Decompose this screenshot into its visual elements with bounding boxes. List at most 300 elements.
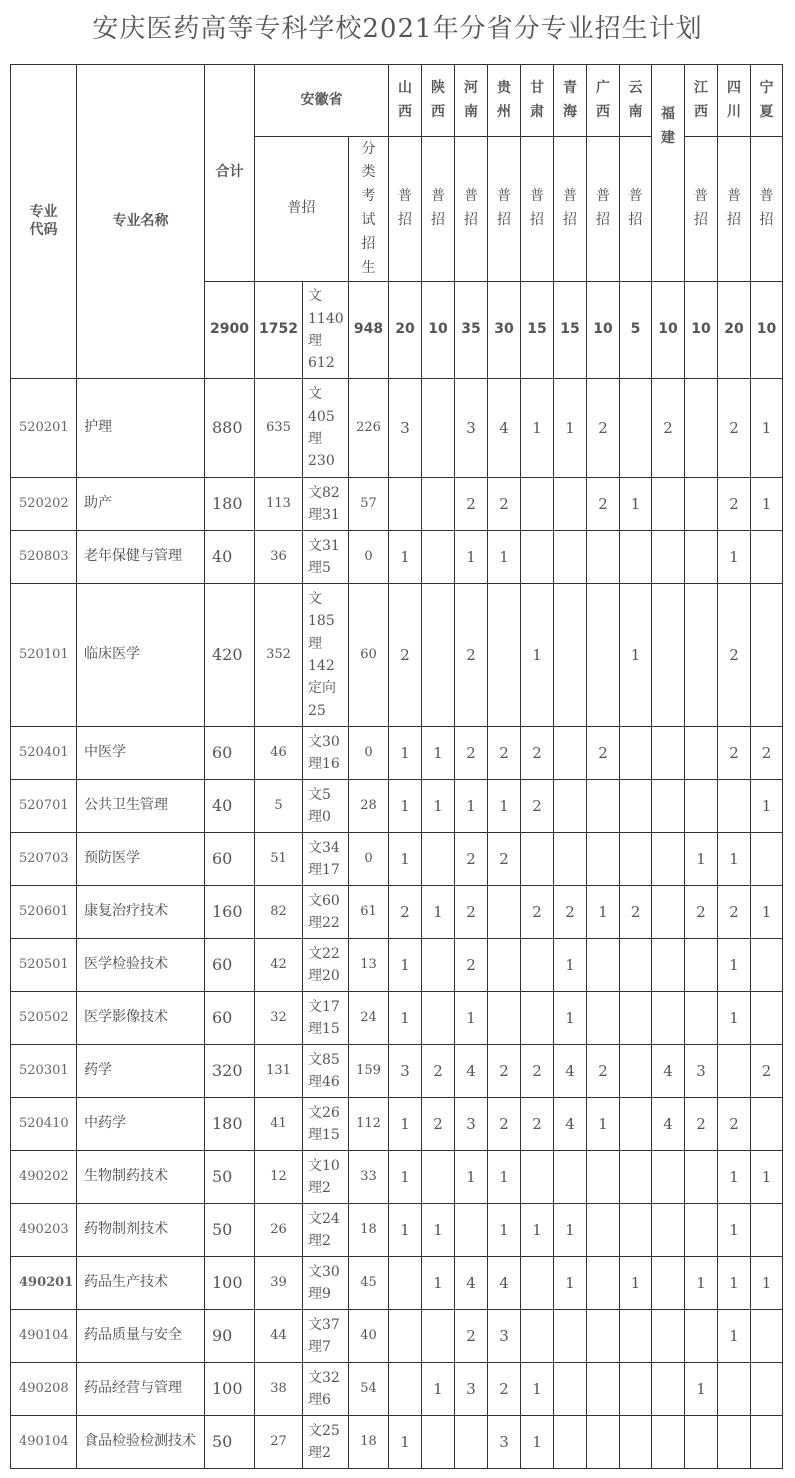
row-province-8	[652, 939, 685, 992]
row-province-0: 3	[389, 1045, 422, 1098]
table-body	[11, 379, 783, 1469]
row-province-11: 1	[751, 1151, 783, 1204]
row-fenlei: 57	[349, 478, 389, 531]
row-province-5	[554, 584, 587, 727]
row-province-8	[652, 1310, 685, 1363]
row-province-0: 1	[389, 1204, 422, 1257]
totals-province-11: 10	[751, 282, 783, 379]
header-province-5	[554, 65, 587, 137]
row-province-2: 3	[455, 379, 488, 478]
row-province-6: 2	[587, 727, 620, 780]
row-province-3: 2	[488, 727, 521, 780]
row-province-7: 1	[620, 478, 652, 531]
puzhao-label: 普招	[628, 188, 643, 228]
row-province-5: 2	[554, 886, 587, 939]
puzhao-label: 普招	[596, 188, 610, 228]
row-province-10	[718, 1416, 751, 1469]
row-province-9	[685, 478, 718, 531]
row-province-1	[422, 478, 455, 531]
row-total: 100	[205, 1363, 255, 1416]
major-name: 医学影像技术	[77, 992, 205, 1045]
row-province-3	[488, 584, 521, 727]
row-wenli: 文30 理9	[303, 1257, 349, 1310]
totals-province-9: 10	[685, 282, 718, 379]
totals-province-1: 10	[422, 282, 455, 379]
table-row	[11, 531, 783, 584]
table-row	[11, 1310, 783, 1363]
puzhao-label: 普招	[563, 188, 577, 228]
table-row	[11, 584, 783, 727]
row-province-11	[751, 1363, 783, 1416]
row-province-9	[685, 531, 718, 584]
row-fenlei: 45	[349, 1257, 389, 1310]
row-putao: 36	[255, 531, 303, 584]
row-province-2: 4	[455, 1045, 488, 1098]
province-label: 宁夏	[759, 79, 774, 120]
row-fenlei: 18	[349, 1204, 389, 1257]
row-province-0: 2	[389, 584, 422, 727]
header-puzhao	[751, 137, 783, 282]
row-province-10	[718, 1363, 751, 1416]
major-name: 食品检验检测技术	[77, 1416, 205, 1469]
row-putao: 39	[255, 1257, 303, 1310]
row-province-6	[587, 1363, 620, 1416]
row-province-2: 2	[455, 886, 488, 939]
row-province-3: 2	[488, 1098, 521, 1151]
puzhao-label: 普招	[464, 188, 478, 228]
row-putao: 32	[255, 992, 303, 1045]
table-row	[11, 379, 783, 478]
row-fenlei: 226	[349, 379, 389, 478]
row-province-8	[652, 886, 685, 939]
row-total: 60	[205, 939, 255, 992]
row-fenlei: 40	[349, 1310, 389, 1363]
row-wenli: 文37 理7	[303, 1310, 349, 1363]
row-province-3: 2	[488, 478, 521, 531]
row-putao: 42	[255, 939, 303, 992]
major-code: 490201	[11, 1257, 77, 1310]
province-label: 贵州	[497, 79, 511, 120]
row-province-4	[521, 939, 554, 992]
row-province-8	[652, 1204, 685, 1257]
row-province-1: 1	[422, 886, 455, 939]
row-province-5: 1	[554, 379, 587, 478]
row-province-8	[652, 531, 685, 584]
row-total: 50	[205, 1151, 255, 1204]
major-code: 490104	[11, 1416, 77, 1469]
totals-putao: 1752	[255, 282, 303, 379]
header-anhui: 安徽省	[255, 65, 389, 137]
row-province-7	[620, 780, 652, 833]
row-total: 180	[205, 1098, 255, 1151]
row-province-9	[685, 992, 718, 1045]
row-province-5	[554, 833, 587, 886]
row-province-2	[455, 1416, 488, 1469]
row-province-10: 1	[718, 1310, 751, 1363]
row-province-2: 3	[455, 1098, 488, 1151]
row-province-1	[422, 1416, 455, 1469]
row-province-6	[587, 1204, 620, 1257]
puzhao-label: 普招	[727, 188, 741, 228]
row-fenlei: 0	[349, 833, 389, 886]
row-province-0: 1	[389, 992, 422, 1045]
row-province-0: 3	[389, 379, 422, 478]
row-province-5	[554, 727, 587, 780]
row-province-9	[685, 727, 718, 780]
row-province-3: 1	[488, 1151, 521, 1204]
row-province-4: 2	[521, 780, 554, 833]
province-label: 甘肃	[530, 79, 544, 120]
row-province-7	[620, 992, 652, 1045]
row-province-1	[422, 379, 455, 478]
row-province-9	[685, 379, 718, 478]
totals-province-10: 20	[718, 282, 751, 379]
row-province-5: 1	[554, 939, 587, 992]
row-fenlei: 33	[349, 1151, 389, 1204]
table-row	[11, 939, 783, 992]
row-province-5	[554, 478, 587, 531]
major-code: 520202	[11, 478, 77, 531]
puzhao-label: 普招	[759, 188, 774, 228]
row-province-8	[652, 992, 685, 1045]
row-province-9: 1	[685, 1363, 718, 1416]
row-province-6	[587, 780, 620, 833]
puzhao-label: 普招	[497, 188, 511, 228]
row-total: 180	[205, 478, 255, 531]
row-province-9	[685, 1151, 718, 1204]
row-province-9: 2	[685, 886, 718, 939]
row-province-3: 4	[488, 1257, 521, 1310]
table-row	[11, 1204, 783, 1257]
major-name: 预防医学	[77, 833, 205, 886]
row-province-4	[521, 833, 554, 886]
row-province-3	[488, 992, 521, 1045]
row-province-3	[488, 939, 521, 992]
totals-province-7: 5	[620, 282, 652, 379]
row-province-6	[587, 1310, 620, 1363]
row-province-1: 1	[422, 1363, 455, 1416]
row-province-11	[751, 584, 783, 727]
row-putao: 38	[255, 1363, 303, 1416]
totals-fenlei: 948	[349, 282, 389, 379]
row-province-5	[554, 780, 587, 833]
row-province-9: 2	[685, 1098, 718, 1151]
row-wenli: 文85 理46	[303, 1045, 349, 1098]
totals-province-4: 15	[521, 282, 554, 379]
row-province-10: 2	[718, 584, 751, 727]
row-fenlei: 28	[349, 780, 389, 833]
row-province-2: 1	[455, 1151, 488, 1204]
row-total: 60	[205, 727, 255, 780]
puzhao-label: 普招	[398, 188, 412, 228]
row-province-10	[718, 780, 751, 833]
row-putao: 82	[255, 886, 303, 939]
header-code-text: 专业代码	[29, 204, 58, 238]
row-wenli: 文17 理15	[303, 992, 349, 1045]
header-putao: 普招	[255, 137, 349, 282]
province-label: 江西	[694, 79, 708, 120]
header-puzhao	[718, 137, 751, 282]
table-row	[11, 1363, 783, 1416]
row-province-7	[620, 1204, 652, 1257]
row-province-2: 2	[455, 833, 488, 886]
row-province-10: 2	[718, 379, 751, 478]
major-code: 520401	[11, 727, 77, 780]
row-province-1: 1	[422, 1257, 455, 1310]
row-province-8	[652, 727, 685, 780]
row-province-0	[389, 1257, 422, 1310]
row-province-2: 3	[455, 1363, 488, 1416]
puzhao-label: 普招	[431, 188, 445, 228]
totals-province-2: 35	[455, 282, 488, 379]
row-province-4	[521, 1151, 554, 1204]
row-putao: 352	[255, 584, 303, 727]
major-code: 490208	[11, 1363, 77, 1416]
totals-province-5: 15	[554, 282, 587, 379]
totals-province-8: 10	[652, 282, 685, 379]
row-province-0: 1	[389, 727, 422, 780]
major-code: 490202	[11, 1151, 77, 1204]
row-province-2: 2	[455, 478, 488, 531]
row-province-4: 1	[521, 379, 554, 478]
row-province-9: 3	[685, 1045, 718, 1098]
row-putao: 46	[255, 727, 303, 780]
row-province-2	[455, 1204, 488, 1257]
row-province-0: 1	[389, 1416, 422, 1469]
row-province-3	[488, 886, 521, 939]
row-total: 160	[205, 886, 255, 939]
row-province-1: 1	[422, 1204, 455, 1257]
row-province-2: 2	[455, 939, 488, 992]
major-code: 520601	[11, 886, 77, 939]
puzhao-label: 普招	[694, 188, 708, 228]
header-fenlei	[349, 137, 389, 282]
table-row	[11, 727, 783, 780]
row-province-7	[620, 1045, 652, 1098]
row-total: 320	[205, 1045, 255, 1098]
row-fenlei: 60	[349, 584, 389, 727]
row-province-0: 1	[389, 531, 422, 584]
row-province-5: 4	[554, 1045, 587, 1098]
table-row	[11, 1098, 783, 1151]
row-province-7: 1	[620, 584, 652, 727]
row-putao: 12	[255, 1151, 303, 1204]
row-province-8	[652, 584, 685, 727]
major-code: 520701	[11, 780, 77, 833]
row-wenli: 文22 理20	[303, 939, 349, 992]
row-province-1	[422, 1151, 455, 1204]
row-province-0	[389, 1363, 422, 1416]
row-putao: 113	[255, 478, 303, 531]
row-fenlei: 112	[349, 1098, 389, 1151]
header-province-8	[652, 65, 685, 282]
row-province-9: 1	[685, 1257, 718, 1310]
row-province-0: 1	[389, 1098, 422, 1151]
row-total: 880	[205, 379, 255, 478]
header-province-10	[718, 65, 751, 137]
row-province-4	[521, 478, 554, 531]
row-wenli: 文26 理15	[303, 1098, 349, 1151]
major-name: 药品质量与安全	[77, 1310, 205, 1363]
major-name: 临床医学	[77, 584, 205, 727]
row-province-9	[685, 780, 718, 833]
row-province-3: 3	[488, 1310, 521, 1363]
row-province-0	[389, 478, 422, 531]
row-fenlei: 0	[349, 727, 389, 780]
row-putao: 635	[255, 379, 303, 478]
row-province-4	[521, 1257, 554, 1310]
row-province-5	[554, 1416, 587, 1469]
row-fenlei: 0	[349, 531, 389, 584]
row-province-2: 2	[455, 727, 488, 780]
totals-province-6: 10	[587, 282, 620, 379]
row-province-6: 2	[587, 478, 620, 531]
row-province-8: 4	[652, 1045, 685, 1098]
row-province-8	[652, 1257, 685, 1310]
row-province-6	[587, 1151, 620, 1204]
row-province-9	[685, 1416, 718, 1469]
header-puzhao	[521, 137, 554, 282]
row-province-9	[685, 1310, 718, 1363]
row-putao: 5	[255, 780, 303, 833]
row-wenli: 文34 理17	[303, 833, 349, 886]
row-province-4: 1	[521, 1416, 554, 1469]
row-province-11: 2	[751, 727, 783, 780]
row-province-0: 1	[389, 833, 422, 886]
row-wenli: 文 185 理 142 定向 25	[303, 584, 349, 727]
row-province-11: 1	[751, 1257, 783, 1310]
major-code: 490203	[11, 1204, 77, 1257]
province-label: 四川	[727, 79, 741, 120]
row-province-10: 2	[718, 727, 751, 780]
province-label: 山西	[398, 79, 412, 120]
major-code: 520502	[11, 992, 77, 1045]
row-province-1: 1	[422, 780, 455, 833]
row-province-8	[652, 833, 685, 886]
row-province-1	[422, 1310, 455, 1363]
major-code: 520101	[11, 584, 77, 727]
row-province-5: 4	[554, 1098, 587, 1151]
row-fenlei: 13	[349, 939, 389, 992]
row-province-3: 2	[488, 1363, 521, 1416]
row-province-11: 1	[751, 780, 783, 833]
row-wenli: 文30 理16	[303, 727, 349, 780]
row-province-1: 2	[422, 1098, 455, 1151]
row-province-7: 1	[620, 1257, 652, 1310]
row-province-6	[587, 531, 620, 584]
row-province-8	[652, 780, 685, 833]
row-province-7	[620, 1151, 652, 1204]
header-province-6	[587, 65, 620, 137]
major-name: 中药学	[77, 1098, 205, 1151]
row-province-7	[620, 727, 652, 780]
row-province-11: 2	[751, 1045, 783, 1098]
row-province-10: 2	[718, 886, 751, 939]
row-province-2: 2	[455, 1310, 488, 1363]
row-wenli: 文24 理2	[303, 1204, 349, 1257]
major-name: 药品经营与管理	[77, 1363, 205, 1416]
row-province-10: 1	[718, 1151, 751, 1204]
row-province-10: 1	[718, 992, 751, 1045]
row-province-8: 4	[652, 1098, 685, 1151]
row-province-11	[751, 1416, 783, 1469]
table-row	[11, 1416, 783, 1469]
row-province-8	[652, 478, 685, 531]
major-name: 医学检验技术	[77, 939, 205, 992]
row-province-3: 2	[488, 1045, 521, 1098]
row-province-7	[620, 833, 652, 886]
row-province-3: 3	[488, 1416, 521, 1469]
row-province-11	[751, 1310, 783, 1363]
totals-wenli: 文 1140 理 612	[303, 282, 349, 379]
major-name: 药学	[77, 1045, 205, 1098]
header-province-3	[488, 65, 521, 137]
row-total: 40	[205, 780, 255, 833]
major-name: 公共卫生管理	[77, 780, 205, 833]
fenlei-label: 分类考试招生	[361, 140, 376, 276]
row-province-4: 2	[521, 727, 554, 780]
row-province-7	[620, 1363, 652, 1416]
row-province-3: 2	[488, 833, 521, 886]
totals-province-0: 20	[389, 282, 422, 379]
major-name: 药品生产技术	[77, 1257, 205, 1310]
row-province-5: 1	[554, 992, 587, 1045]
row-putao: 131	[255, 1045, 303, 1098]
row-province-1	[422, 584, 455, 727]
row-province-10: 1	[718, 531, 751, 584]
header-province-0	[389, 65, 422, 137]
row-fenlei: 24	[349, 992, 389, 1045]
row-total: 90	[205, 1310, 255, 1363]
row-province-2: 1	[455, 780, 488, 833]
totals-province-3: 30	[488, 282, 521, 379]
row-province-5	[554, 531, 587, 584]
row-province-4: 2	[521, 886, 554, 939]
table-row	[11, 1257, 783, 1310]
row-province-1	[422, 992, 455, 1045]
row-wenli: 文25 理2	[303, 1416, 349, 1469]
province-label: 青海	[563, 79, 577, 120]
row-province-6: 2	[587, 379, 620, 478]
major-name: 中医学	[77, 727, 205, 780]
major-name: 护理	[77, 379, 205, 478]
row-province-4: 2	[521, 1045, 554, 1098]
province-label: 福建	[661, 106, 675, 146]
row-province-3: 1	[488, 531, 521, 584]
row-province-7	[620, 939, 652, 992]
row-wenli: 文31 理5	[303, 531, 349, 584]
row-province-1	[422, 939, 455, 992]
row-province-7	[620, 1310, 652, 1363]
row-province-7	[620, 1098, 652, 1151]
row-province-2: 2	[455, 584, 488, 727]
row-province-5: 1	[554, 1204, 587, 1257]
table-row	[11, 833, 783, 886]
header-province-2	[455, 65, 488, 137]
header-puzhao	[587, 137, 620, 282]
row-province-6	[587, 1257, 620, 1310]
table-row	[11, 886, 783, 939]
row-fenlei: 54	[349, 1363, 389, 1416]
row-total: 420	[205, 584, 255, 727]
row-province-9	[685, 584, 718, 727]
row-province-3: 1	[488, 780, 521, 833]
row-province-11: 1	[751, 478, 783, 531]
major-name: 康复治疗技术	[77, 886, 205, 939]
row-province-3: 4	[488, 379, 521, 478]
major-name: 助产	[77, 478, 205, 531]
row-wenli: 文10 理2	[303, 1151, 349, 1204]
